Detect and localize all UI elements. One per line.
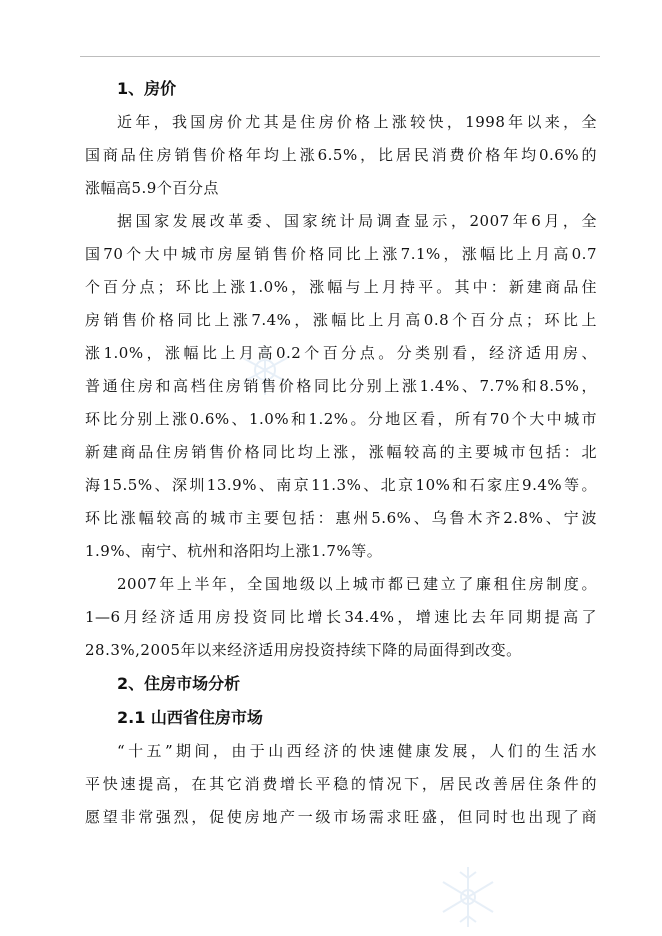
paragraph-line: 1—6月经济适用房投资同比增长34.4%，增速比去年同期提高了: [85, 608, 597, 626]
paragraph-shanxi-market: [85, 735, 597, 834]
paragraph-line: 平快速提高，在其它消费增长平稳的情况下，居民改善居住条件的: [85, 775, 597, 793]
section-heading-housing-market-analysis: 2、住房市场分析: [117, 674, 241, 693]
paragraph-line: 国70个大中城市房屋销售价格同比上涨7.1%，涨幅比上月高0.7: [85, 245, 597, 263]
paragraph-price-growth: [85, 106, 597, 205]
paragraph-line: 愿望非常强烈，促使房地产一级市场需求旺盛，但同时也出现了商: [85, 808, 597, 826]
paragraph-line: 新建商品住房销售价格同比均上涨，涨幅较高的主要城市包括：北: [85, 443, 597, 461]
paragraph-line: 涨1.0%，涨幅比上月高0.2个百分点。分类别看，经济适用房、: [85, 344, 597, 362]
paragraph-line: 国商品住房销售价格年均上涨6.5%，比居民消费价格年均0.6%的: [85, 146, 597, 164]
paragraph-line: 据国家发展改革委、国家统计局调查显示，2007年6月，全: [117, 212, 597, 230]
document-body: [85, 72, 597, 834]
section-heading-shanxi-housing-market: 2.1 山西省住房市场: [117, 708, 263, 727]
section-heading-house-price: 1、房价: [117, 79, 177, 98]
snowflake-watermark-icon: [438, 862, 498, 932]
paragraph-line: 环比分别上涨0.6%、1.0%和1.2%。分地区看，所有70个大中城市: [85, 410, 597, 428]
paragraph-line: “十五”期间，由于山西经济的快速健康发展，人们的生活水: [117, 742, 597, 760]
paragraph-line: 房销售价格同比上涨7.4%，涨幅比上月高0.8个百分点；环比上: [85, 311, 597, 329]
paragraph-low-rent-housing: [85, 568, 597, 667]
page-header-rule: [80, 56, 600, 57]
paragraph-line: 海15.5%、深圳13.9%、南京11.3%、北京10%和石家庄9.4%等。: [85, 476, 597, 494]
paragraph-line: 28.3%,2005年以来经济适用房投资持续下降的局面得到改变。: [85, 641, 522, 659]
paragraph-line: 环比涨幅较高的城市主要包括：惠州5.6%、乌鲁木齐2.8%、宁波: [85, 509, 597, 527]
paragraph-line: 2007年上半年，全国地级以上城市都已建立了廉租住房制度。: [117, 575, 597, 593]
paragraph-line: 普通住房和高档住房销售价格同比分别上涨1.4%、7.7%和8.5%，: [85, 377, 597, 395]
paragraph-line: 1.9%、南宁、杭州和洛阳均上涨1.7%等。: [85, 542, 383, 560]
paragraph-line: 个百分点；环比上涨1.0%，涨幅与上月持平。其中：新建商品住: [85, 278, 597, 296]
paragraph-survey: [85, 205, 597, 568]
paragraph-line: 近年，我国房价尤其是住房价格上涨较快，1998年以来，全: [117, 113, 597, 131]
paragraph-line: 涨幅高5.9个百分点: [85, 179, 219, 197]
